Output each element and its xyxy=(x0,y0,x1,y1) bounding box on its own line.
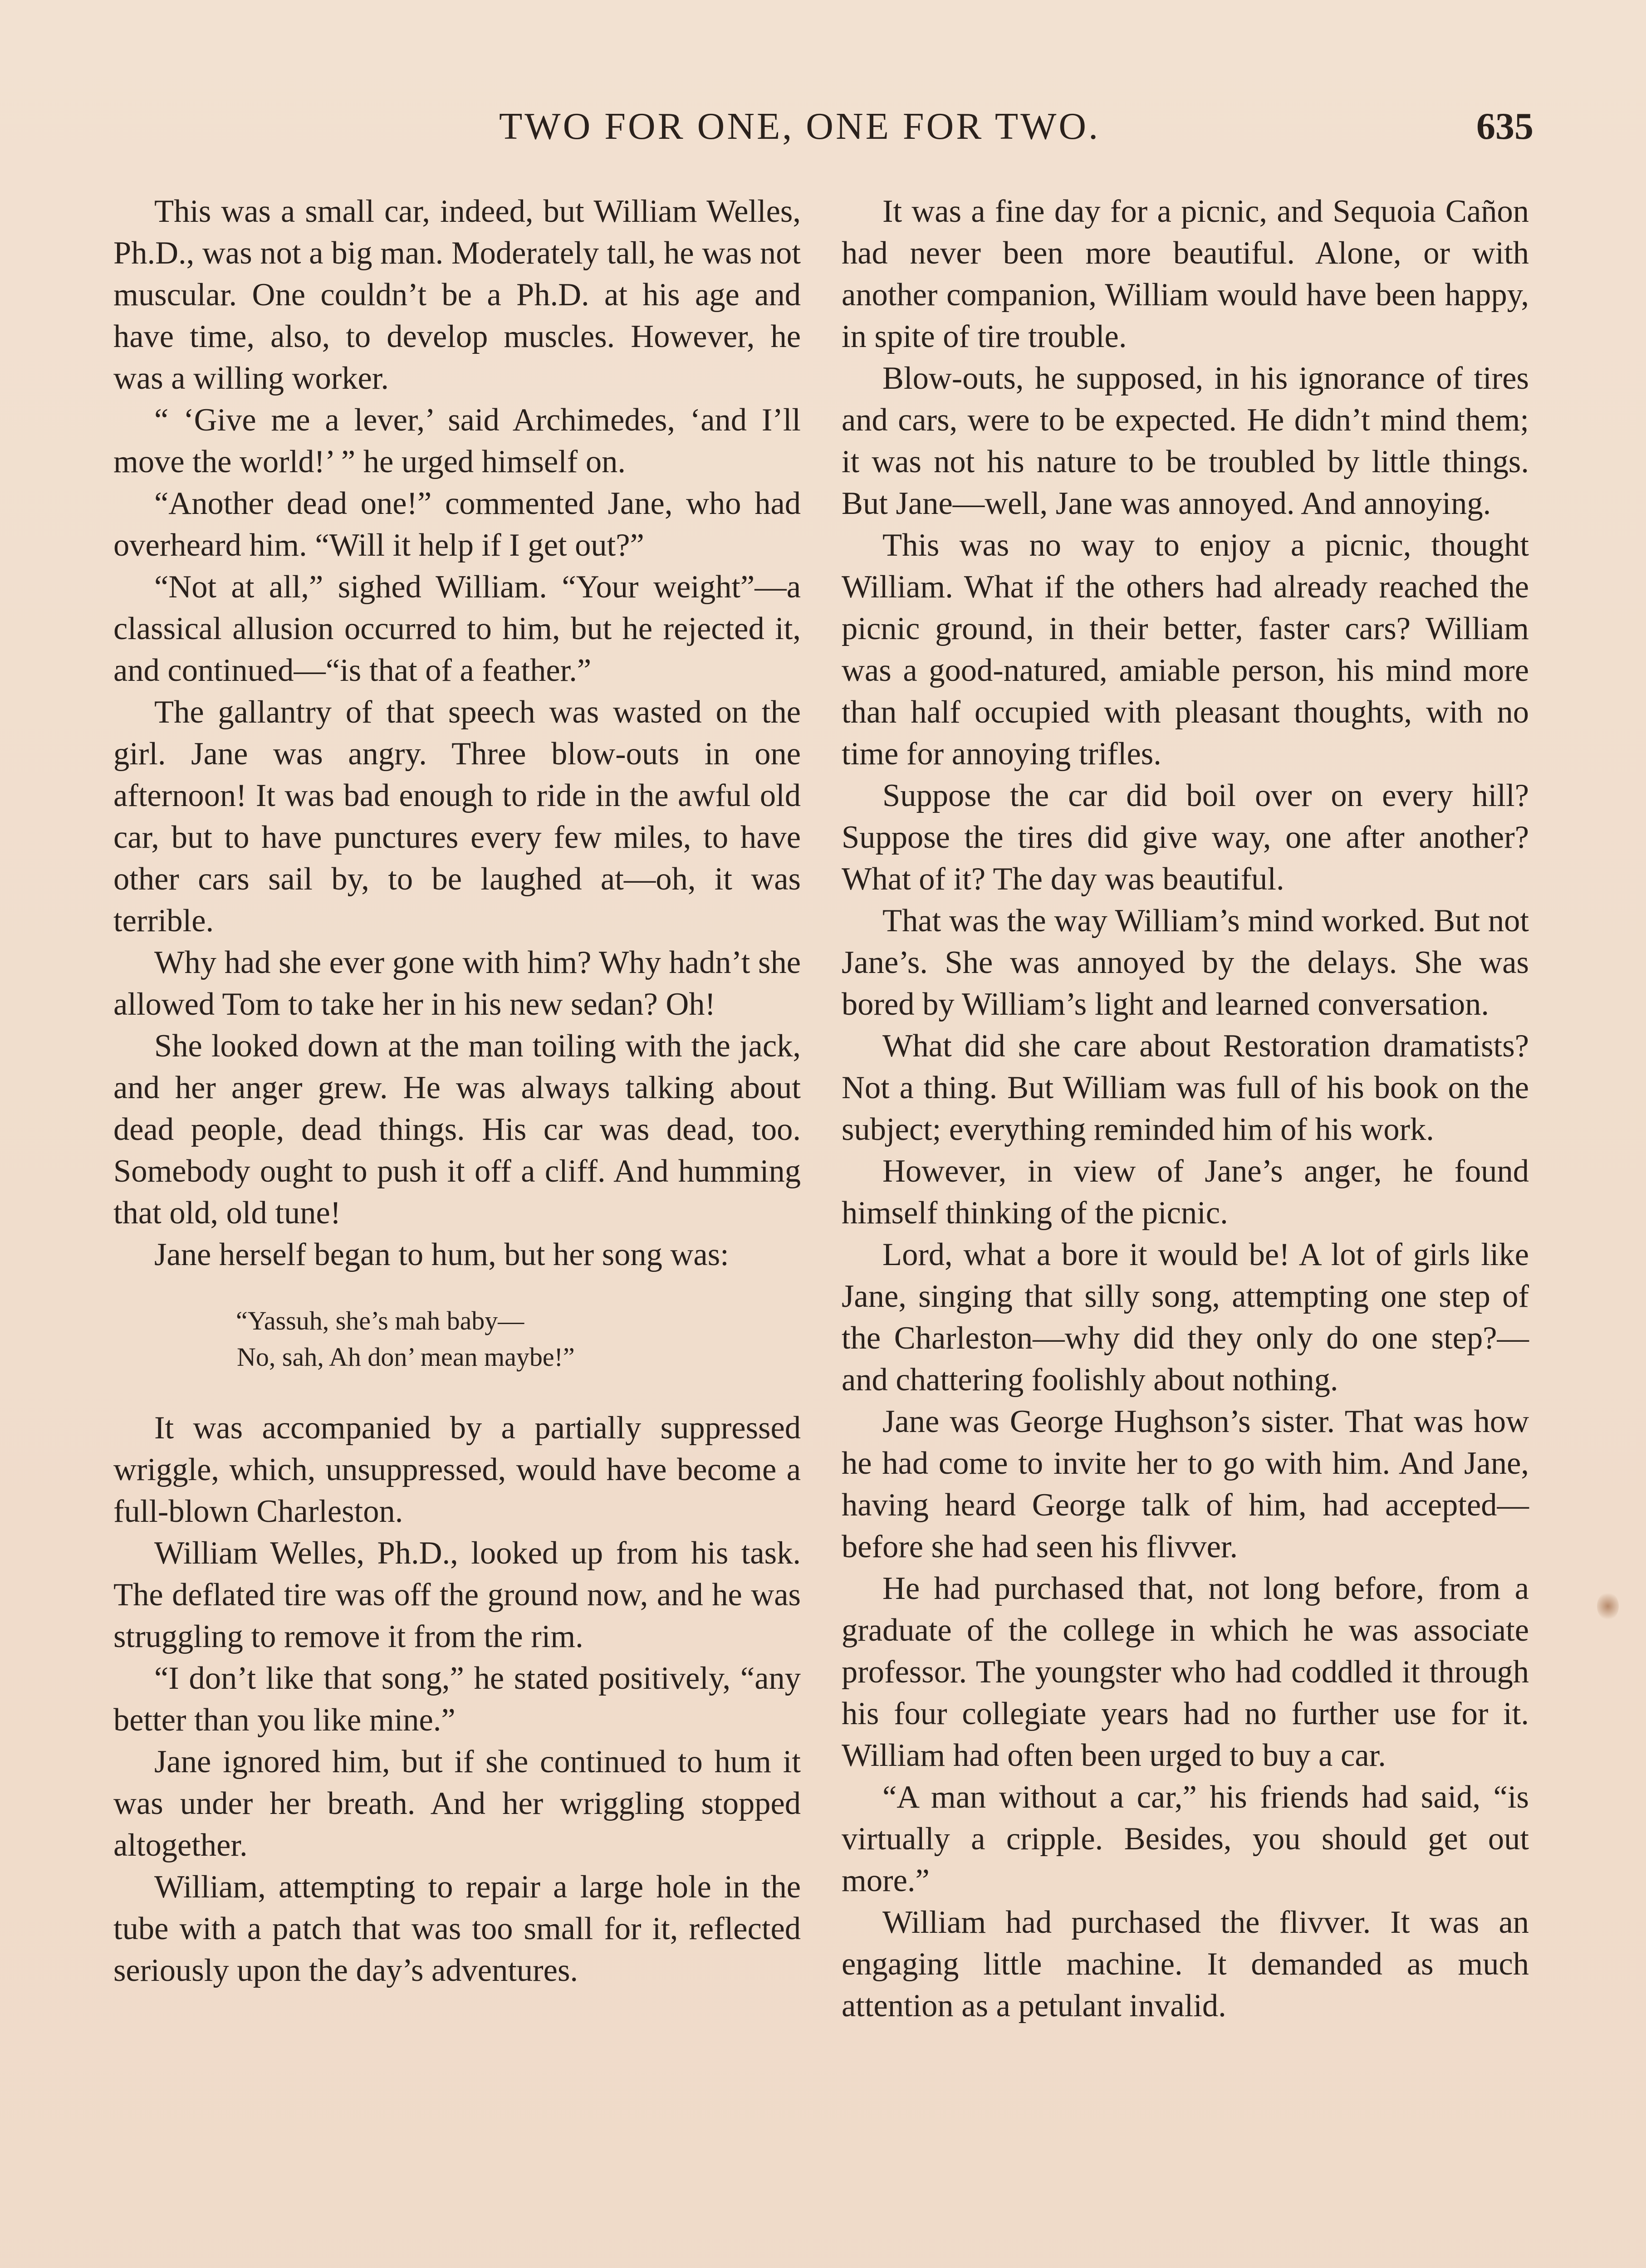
paragraph: She looked down at the man toiling with the jack, and her anger grew. He was always talking about dead people, dead things. His car was dead, too. Somebody ought to push it off a cliff. And humming that old, old tune! xyxy=(113,1028,801,1231)
paragraph: What did she care about Restoration dramatists? Not a thing. But William was full of his book on the subject; everything reminded him of his work. xyxy=(842,1028,1529,1147)
paragraph: “Another dead one!” commented Jane, who had overheard him. “Will it help if I get out?” xyxy=(113,486,801,563)
right-column xyxy=(842,191,1529,2027)
paragraph: William Welles, Ph.D., looked up from his task. The deflated tire was off the ground now, and he was struggling to remove it from the rim. xyxy=(113,1535,801,1654)
paragraph: Jane was George Hughson’s sister. That was how he had come to invite her to go with him. And Jane, having heard George talk of him, had accepted—before she had seen his flivver. xyxy=(842,1404,1529,1564)
paragraph: However, in view of Jane’s anger, he found himself thinking of the picnic. xyxy=(842,1154,1529,1231)
running-title: TWO FOR ONE, ONE FOR TWO. xyxy=(499,105,1101,147)
paragraph: Jane herself began to hum, but her song was: xyxy=(154,1237,729,1272)
paragraph: William, attempting to repair a large hole in the tube with a patch that was too small for it, reflected seriously upon the day’s adventures. xyxy=(113,1869,801,1988)
paragraph: “Not at all,” sighed William. “Your weight”—a classical allusion occurred to him, but he rejected it, and continued—“is that of a feather.” xyxy=(113,569,801,688)
paper-stain xyxy=(1597,1592,1619,1620)
paragraph: This was no way to enjoy a picnic, thought William. What if the others had already reached the picnic ground, in their better, faster cars? William was a good-natured, amiable person, his mind more than half occupied with pleasant thoughts, with no time for annoying trifles. xyxy=(842,528,1529,772)
verse-line: No, sah, Ah don’ mean maybe!” xyxy=(237,1342,575,1372)
paragraph: The gallantry of that speech was wasted on the girl. Jane was angry. Three blow-outs in one afternoon! It was bad enough to ride in the awful old car, but to have punctures every few miles, to have other cars sail by, to be laughed at—oh, it was terrible. xyxy=(113,694,801,938)
paragraph: It was accompanied by a partially suppressed wriggle, which, unsuppressed, would have become a full-blown Charleston. xyxy=(113,1410,801,1529)
paragraph: That was the way William’s mind worked. But not Jane’s. She was annoyed by the delays. She was bored by William’s light and learned conversation. xyxy=(842,903,1529,1022)
verse-line: “Yassuh, she’s mah baby— xyxy=(236,1306,524,1335)
paragraph: “I don’t like that song,” he stated positively, “any better than you like mine.” xyxy=(113,1661,801,1738)
paragraph: William had purchased the flivver. It was an engaging little machine. It demanded as much attention as a petulant invalid. xyxy=(842,1905,1529,2024)
paragraph: Suppose the car did boil over on every hill? Suppose the tires did give way, one after another? What of it? The day was beautiful. xyxy=(842,778,1529,897)
paragraph: This was a small car, indeed, but William Welles, Ph.D., was not a big man. Moderately tall, he was not muscular. One couldn’t be a Ph.D. at his age and have time, also, to develop muscles. However, he was a willing worker. xyxy=(113,194,801,396)
paragraph: Lord, what a bore it would be! A lot of girls like Jane, singing that silly song, attempting one step of the Charleston—why did they only do one step?—and chattering foolishly about nothing. xyxy=(842,1237,1529,1398)
paragraph: It was a fine day for a picnic, and Sequoia Cañon had never been more beautiful. Alone, or with another companion, William would have been happy, in spite of tire trouble. xyxy=(842,194,1529,354)
song-verse xyxy=(236,1303,801,1375)
page-number: 635 xyxy=(1476,105,1533,147)
paragraph: “A man without a car,” his friends had said, “is virtually a cripple. Besides, you should get out more.” xyxy=(842,1779,1529,1898)
paragraph: He had purchased that, not long before, from a graduate of the college in which he was associate professor. The youngster who had coddled it through his four collegiate years had no further use for it. William had often been urged to buy a car. xyxy=(842,1571,1529,1773)
paragraph: Blow-outs, he supposed, in his ignorance of tires and cars, were to be expected. He didn’t mind them; it was not his nature to be troubled by little things. But Jane—well, Jane was annoyed. And annoying. xyxy=(842,361,1529,521)
paragraph: Jane ignored him, but if she continued to hum it was under her breath. And her wriggling stopped altogether. xyxy=(113,1744,801,1863)
paragraph: “ ‘Give me a lever,’ said Archimedes, ‘and I’ll move the world!’ ” he urged himself on. xyxy=(113,402,801,479)
paragraph: Why had she ever gone with him? Why hadn’t she allowed Tom to take her in his new sedan? Oh! xyxy=(113,945,801,1022)
left-column xyxy=(113,191,801,1991)
page-header xyxy=(113,104,1533,154)
